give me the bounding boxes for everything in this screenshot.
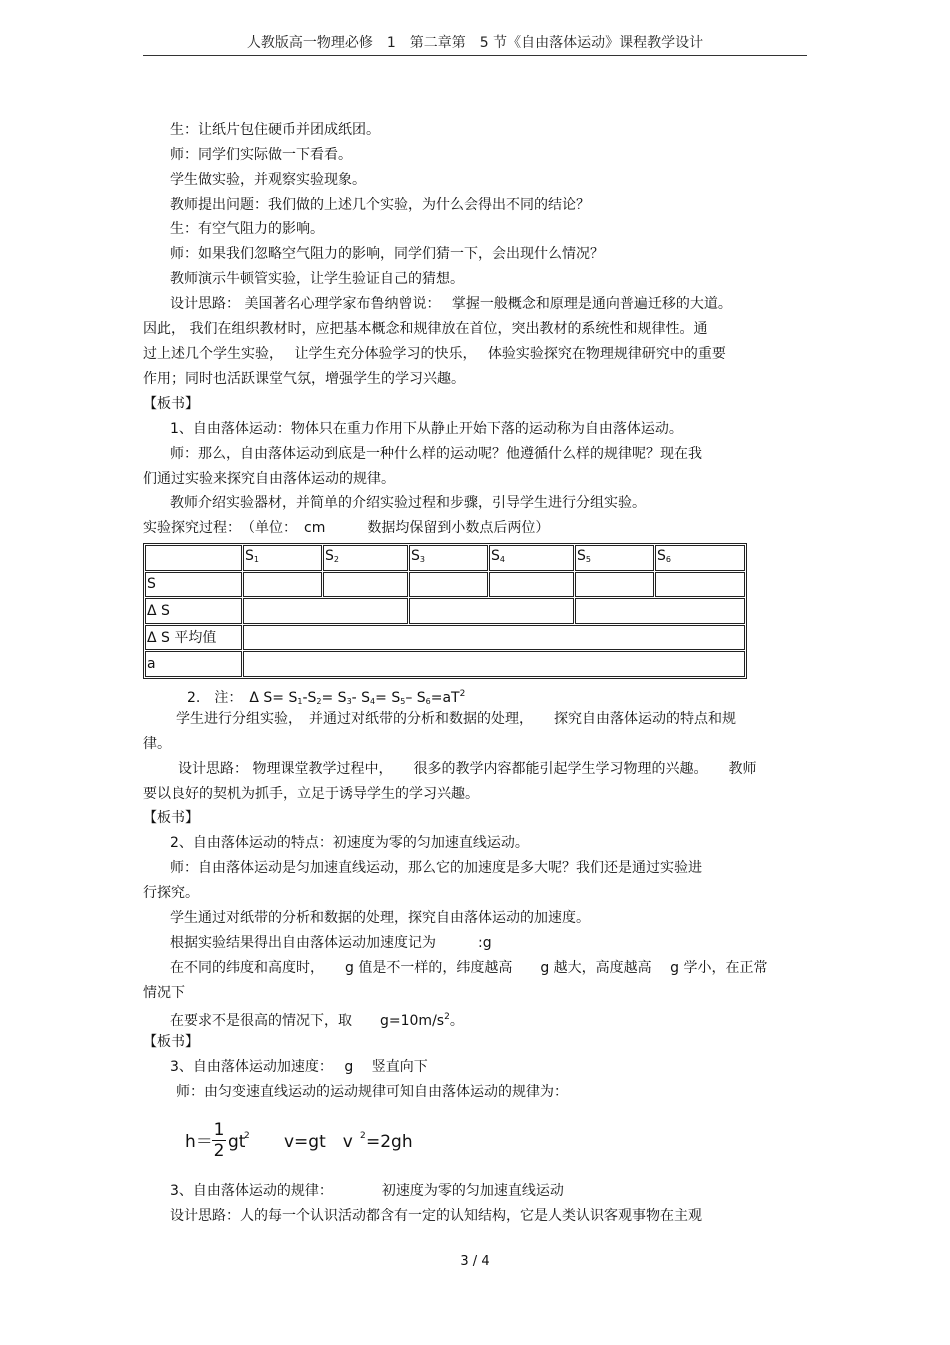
formula-v2: =2gh	[366, 1132, 413, 1152]
table-cell	[575, 572, 654, 598]
table-cell	[409, 572, 488, 598]
table-cell	[409, 598, 574, 624]
page-number: 3 / 4	[460, 1254, 490, 1269]
table-cell	[243, 651, 745, 677]
paragraph-line: 师：由匀变速直线运动的运动规律可知自由落体运动的规律为：	[176, 1084, 568, 1100]
paragraph-line: 2、自由落体运动的特点：初速度为零的匀加速直线运动。	[170, 835, 529, 851]
table-header-cell: $S_6$	[655, 545, 745, 571]
table-header-cell: $S_3$	[409, 545, 488, 571]
paragraph-line: 1、自由落体运动：物体只在重力作用下从静止开始下落的运动称为自由落体运动。	[170, 421, 683, 437]
table-row	[145, 572, 745, 598]
formula-h: h＝	[185, 1132, 213, 1152]
paragraph-line: 师：同学们实际做一下看看。	[170, 147, 352, 163]
delta-s-note: 2. 注： Δ $S= S_1-S_2= S_3-$ $S_4= S_5-$ $S_6=aT^2$	[187, 689, 466, 706]
table-header-cell: $S_5$	[575, 545, 654, 571]
paragraph-line: 生：让纸片包住硬币并团成纸团。	[170, 122, 380, 138]
formula-gt: gt	[228, 1132, 246, 1152]
paragraph-line: 师：自由落体运动是匀加速直线运动，那么它的加速度是多大呢？我们还是通过实验进	[170, 860, 702, 876]
paragraph-line: 根据实验结果得出自由落体运动加速度记为 :g	[170, 935, 492, 951]
row-label: Δ S 平均值	[145, 625, 242, 651]
table-header-cell: $S_1$	[243, 545, 322, 571]
table-row	[145, 651, 745, 677]
paragraph-line: 3、自由落体运动的规律： 初速度为零的匀加速直线运动	[170, 1183, 564, 1199]
table-caption: 实验探究过程： （单位： cm 数据均保留到小数点后两位）	[143, 520, 550, 536]
table-cell	[323, 572, 408, 598]
paragraph-line: 学生通过对纸带的分析和数据的处理，探究自由落体运动的加速度。	[170, 910, 590, 926]
table-header-cell: $S_2$	[323, 545, 408, 571]
paragraph-line: 教师提出问题：我们做的上述几个实验，为什么会得出不同的结论？	[170, 197, 590, 213]
paragraph-line: 因此， 我们在组织教材时，应把基本概念和规律放在首位，突出教材的系统性和规律性。通	[143, 321, 708, 337]
paragraph-line: 要以良好的契机为抓手，立足于诱导学生的学习兴趣。	[143, 786, 479, 802]
board-heading: 【板书】	[143, 810, 199, 826]
paragraph-line: 学生进行分组实验， 并通过对纸带的分析和数据的处理， 探究自由落体运动的特点和规	[176, 711, 736, 727]
table-header-cell: $S_4$	[489, 545, 574, 571]
table-cell	[575, 598, 745, 624]
paragraph-line: 设计思路： 物理课堂教学过程中， 很多的教学内容都能引起学生学习物理的兴趣。 教师	[178, 761, 757, 777]
paragraph-line: 生：有空气阻力的影响。	[170, 221, 324, 237]
paragraph-line: 们通过实验来探究自由落体运动的规律。	[143, 471, 395, 487]
paragraph-line: 过上述几个学生实验， 让学生充分体验学习的快乐， 体验实验探究在物理规律研究中的重要	[143, 346, 726, 362]
paragraph-line: 设计思路：人的每一个认识活动都含有一定的认知结构，它是人类认识客观事物在主观	[170, 1208, 702, 1224]
paragraph-line: 3、自由落体运动加速度： g 竖直向下	[170, 1059, 428, 1075]
formula-exponent: 2	[244, 1131, 250, 1141]
board-heading: 【板书】	[143, 396, 199, 412]
table-header-row	[145, 545, 745, 571]
paragraph-line: 律。	[143, 736, 171, 752]
paragraph-line: 师：那么，自由落体运动到底是一种什么样的运动呢？他遵循什么样的规律呢？现在我	[170, 446, 702, 462]
table-cell	[243, 625, 745, 651]
table-row	[145, 625, 745, 651]
formula-exponent: 2	[360, 1131, 366, 1141]
formula-fraction: 1 2	[213, 1120, 225, 1161]
paragraph-line: 教师介绍实验器材，并简单的介绍实验过程和步骤，引导学生进行分组实验。	[170, 495, 646, 511]
formula-v: v=gt v	[284, 1132, 353, 1152]
paragraph-line: 作用；同时也活跃课堂气氛，增强学生的学习兴趣。	[143, 371, 465, 387]
table-row	[145, 598, 745, 624]
table-cell	[243, 598, 408, 624]
header-divider	[143, 55, 807, 56]
board-heading: 【板书】	[143, 1034, 199, 1050]
paragraph-line: 学生做实验，并观察实验现象。	[170, 172, 366, 188]
table-cell	[489, 572, 574, 598]
paragraph-line: 设计思路： 美国著名心理学家布鲁纳曾说： 掌握一般概念和原理是通向普遍迁移的大道。	[170, 296, 732, 312]
paragraph-line: 行探究。	[143, 885, 199, 901]
page-header: 人教版高一物理必修 1 第二章第 5 节《自由落体运动》课程教学设计	[246, 35, 704, 51]
row-label: a	[145, 651, 242, 677]
table-cell	[145, 545, 242, 571]
paragraph-line: 在要求不是很高的情况下，取 $g=10m/s^2$。	[170, 1012, 464, 1029]
experiment-table	[143, 543, 747, 679]
table-cell	[655, 572, 745, 598]
paragraph-line: 师：如果我们忽略空气阻力的影响，同学们猜一下，会出现什么情况？	[170, 246, 604, 262]
table-cell	[243, 572, 322, 598]
paragraph-line: 情况下	[143, 985, 185, 1001]
paragraph-line: 教师演示牛顿管实验，让学生验证自己的猜想。	[170, 271, 464, 287]
row-label: S	[145, 572, 242, 598]
paragraph-line: 在不同的纬度和高度时， g 值是不一样的，纬度越高 g 越大，高度越高 g 学小，在正常	[170, 960, 768, 976]
row-label: Δ S	[145, 598, 242, 624]
